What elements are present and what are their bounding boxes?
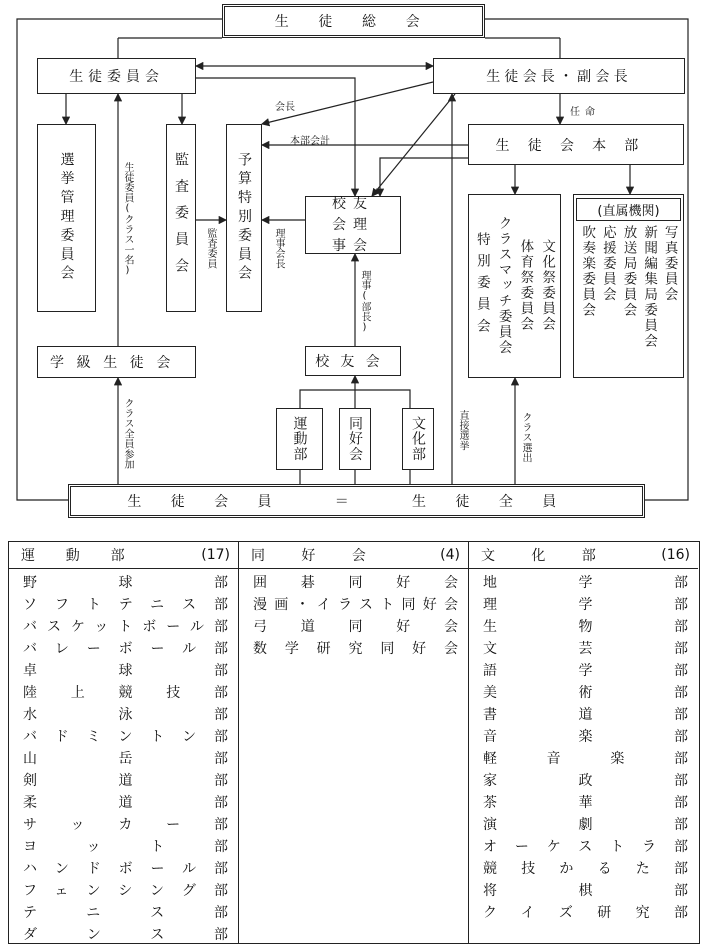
committee-label: 生徒委員会	[69, 69, 164, 85]
sports-list-item: 卓球部	[23, 663, 228, 679]
direct-org-list	[577, 225, 680, 349]
clubs-list-item: 弓道同好会	[253, 619, 458, 635]
sports-list-item: 水泳部	[23, 707, 228, 723]
class-match-committee-label: クラスマッチ委員会	[495, 216, 512, 356]
direct-org-item: 写真委員会	[661, 225, 678, 303]
sports-list-item: フェンシング部	[23, 883, 228, 899]
sports-list-item: 陸上競技部	[23, 685, 228, 701]
clubs-title: 同好会	[251, 548, 403, 564]
headquarters-box	[468, 124, 684, 165]
sports-list-item: 柔道部	[23, 795, 228, 811]
culture-list-item: 文芸部	[483, 641, 688, 657]
alumni-board-label: 校友会理事会	[332, 195, 374, 254]
culture-column-header	[469, 542, 698, 569]
culture-list-item: 軽音楽部	[483, 751, 688, 767]
culture-list-item: クイズ研究部	[483, 905, 688, 921]
culture-list-item: 美術部	[483, 685, 688, 701]
label-honbu-kaikei: 本部会計	[290, 136, 330, 147]
sports-list-item: テニス部	[23, 905, 228, 921]
sports-column	[9, 542, 239, 943]
budget-committee-box	[226, 124, 262, 312]
sports-list-item: 剣道部	[23, 773, 228, 789]
president-label: 生徒会長・副会長	[486, 69, 632, 85]
class-assembly-label: 学級生徒会	[50, 355, 183, 371]
sports-column-header	[9, 542, 238, 569]
bunkabu-box	[402, 408, 434, 470]
label-class-rep: 生徒委員(クラス一名)	[122, 162, 133, 277]
election-committee-box	[37, 124, 96, 312]
culture-list-item: 音楽部	[483, 729, 688, 745]
direct-org-item: 吹奏楽委員会	[579, 225, 596, 319]
culture-list-item: 理学部	[483, 597, 688, 613]
sports-list-item: ハンドボール部	[23, 861, 228, 877]
culture-list-item: 語学部	[483, 663, 688, 679]
election-committee-label: 選挙管理委員会	[58, 151, 75, 285]
culture-list-item: 競技かるた部	[483, 861, 688, 877]
members-label: 生徒会員 ＝ 生徒全員	[127, 494, 586, 510]
culture-list-item: 書道部	[483, 707, 688, 723]
audit-committee-label: 監査委員会	[173, 151, 189, 285]
culture-list-item: 茶華部	[483, 795, 688, 811]
president-box	[433, 58, 685, 94]
sports-list-item: ソフトテニス部	[23, 597, 228, 613]
class-assembly-box	[37, 346, 196, 378]
clubs-list-item: 数学研究同好会	[253, 641, 458, 657]
culture-count: (16)	[661, 547, 690, 563]
label-class-all: クラス全員参加	[122, 398, 133, 470]
label-kaicho: 会長	[275, 102, 295, 113]
culture-list	[469, 572, 698, 924]
audit-committee-box	[166, 124, 196, 312]
label-riji-kaicho: 理事会長	[273, 228, 284, 269]
alumni-board-box	[305, 196, 401, 254]
special-committee-label: 特別委員会	[473, 232, 490, 340]
label-class-select: クラス選出	[520, 412, 531, 463]
sports-festival-committee-label: 体育祭委員会	[517, 239, 534, 333]
clubs-column	[239, 542, 469, 943]
sports-list-item: バスケットボール部	[23, 619, 228, 635]
dokokai-label: 同好会	[347, 415, 363, 463]
committee-box	[37, 58, 196, 94]
culture-list-item: 演劇部	[483, 817, 688, 833]
direct-org-title: (直属機関)	[576, 198, 681, 221]
headquarters-label: 生徒会本部	[495, 137, 657, 154]
dokokai-box	[339, 408, 371, 470]
general-assembly-label: 生 徒 総 会	[274, 14, 433, 30]
label-ninmei: 任命	[570, 107, 600, 118]
sports-list-item: 山岳部	[23, 751, 228, 767]
culture-list-item: オーケストラ部	[483, 839, 688, 855]
direct-org-item: 放送局委員会	[620, 225, 637, 319]
direct-org-item: 応援委員会	[599, 225, 616, 303]
sports-count: (17)	[201, 547, 230, 563]
special-committees-box	[468, 194, 561, 378]
clubs-table	[8, 541, 700, 944]
bunkabu-label: 文化部	[410, 415, 426, 463]
culture-title: 文化部	[481, 548, 633, 564]
sports-list	[9, 572, 238, 946]
undokai-box	[276, 408, 323, 470]
sports-list-item: バレーボール部	[23, 641, 228, 657]
culture-column	[469, 542, 698, 943]
clubs-list-item: 漫画・イラスト同好会	[253, 597, 458, 613]
label-kansa-iin: 監査委員	[205, 228, 216, 269]
general-assembly-box	[222, 4, 485, 38]
label-riji-bucho: 理事(部長)	[359, 270, 370, 334]
sports-list-item: 野球部	[23, 575, 228, 591]
members-box	[68, 484, 645, 518]
sports-list-item: ヨット部	[23, 839, 228, 855]
culture-list-item: 家政部	[483, 773, 688, 789]
clubs-count: (4)	[440, 547, 460, 563]
alumni-label: 校友会	[315, 354, 391, 370]
clubs-column-header	[239, 542, 468, 569]
direct-org-item: 新聞編集局委員会	[641, 225, 658, 350]
culture-list-item: 地学部	[483, 575, 688, 591]
sports-list-item: バドミントン部	[23, 729, 228, 745]
culture-festival-committee-label: 文化祭委員会	[539, 239, 556, 333]
budget-committee-label: 予算特別委員会	[236, 151, 252, 285]
clubs-list-item: 囲碁同好会	[253, 575, 458, 591]
sports-list-item: ダンス部	[23, 927, 228, 943]
clubs-list	[239, 572, 468, 660]
sports-title: 運動部	[21, 548, 156, 564]
direct-org-box	[573, 194, 684, 378]
label-direct-election: 直接選挙	[457, 410, 468, 451]
undokai-label: 運動部	[291, 415, 308, 463]
alumni-box	[305, 346, 401, 376]
culture-list-item: 将棋部	[483, 883, 688, 899]
sports-list-item: サッカー部	[23, 817, 228, 833]
culture-list-item: 生物部	[483, 619, 688, 635]
